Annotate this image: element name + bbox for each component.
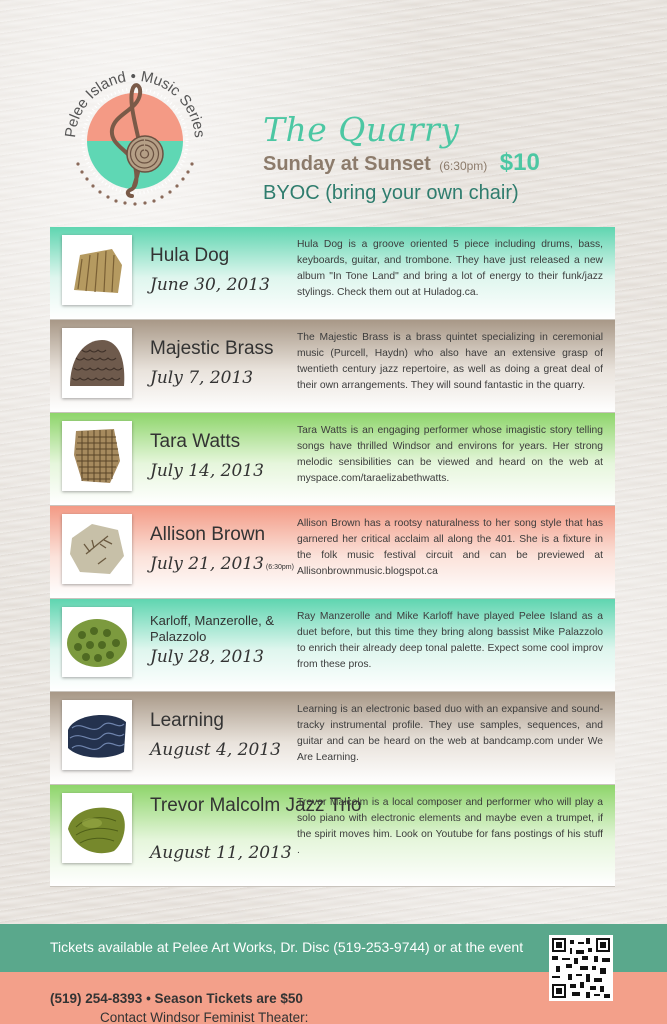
event-card <box>50 599 615 692</box>
schedule-time: (6:30pm) <box>439 159 488 173</box>
tickets-info: Tickets available at Pelee Art Works, Dr. Disc (519-253-9744) or at the event <box>50 939 524 955</box>
artist-name: Trevor Malcolm Jazz Trio <box>150 795 362 816</box>
artist-description: Allison Brown has a rootsy naturalness to her song style that has garnered her critical acclaim all along the 401. She is a fixture in the folk music festival circuit and can be previewed at Allisonbrownmusic.blogspot.ca <box>297 518 603 577</box>
ticket-price: $10 <box>499 149 540 176</box>
event-card <box>50 785 615 887</box>
event-date <box>150 554 294 574</box>
fossil-coral-icon <box>62 235 132 305</box>
treble-clef-ammonite-icon <box>40 46 230 216</box>
byoc-note: BYOC (bring your own chair) <box>263 182 519 204</box>
fossil-stone-icon <box>62 514 132 584</box>
artist-description: Trevor Malcolm is a local composer and performer who will play a solo piano with electronic elements and maybe even a trumpet, if the spirit moves him. Look on Youtube for fans postings of his stuff . <box>297 797 603 856</box>
event-date: August 11, 2013 <box>150 843 292 863</box>
event-card <box>50 413 615 506</box>
fossil-green-stone-icon <box>62 793 132 863</box>
fossil-green-coral-icon <box>62 607 132 677</box>
event-list <box>50 227 615 887</box>
artist-description: Ray Manzerolle and Mike Karloff have played Pelee Island as a duet before, but this time they bring along bassist Mike Palazzolo to enrich their already deep tonal palette. Expect some cool improv from these pros. <box>297 611 603 670</box>
qr-code-icon[interactable] <box>549 935 613 1001</box>
event-card <box>50 227 615 320</box>
schedule-text: Sunday at Sunset <box>263 153 431 175</box>
artist-name: Majestic Brass <box>150 338 274 359</box>
event-card <box>50 692 615 785</box>
venue-title: The Quarry <box>263 110 460 149</box>
event-date: July 7, 2013 <box>150 368 254 388</box>
artist-name: Tara Watts <box>150 431 241 452</box>
contact-label: Contact Windsor Feminist Theater: <box>100 1010 309 1024</box>
fossil-scales-icon <box>62 328 132 398</box>
event-date: July 28, 2013 <box>150 647 264 667</box>
event-date: June 30, 2013 <box>150 275 270 295</box>
fossil-dark-ridges-icon <box>62 700 132 770</box>
event-time-note: (6:30pm) <box>265 564 294 571</box>
contact-phone: (519) 254-8393 <box>50 991 143 1006</box>
artist-name: Learning <box>150 710 224 731</box>
artist-description: Learning is an electronic based duo with an expansive and sound-tracky instrumental profile. They use samples, sequences, and guitar and can be heard on the web at bandcamp.com under We Are Learning. <box>297 704 603 763</box>
artist-name: Karloff, Manzerolle, & Palazzolo <box>150 613 275 644</box>
season-tickets: • Season Tickets are $50 <box>142 991 303 1006</box>
artist-name: Allison Brown <box>150 524 266 545</box>
series-logo <box>40 46 230 216</box>
schedule-line <box>263 149 540 177</box>
event-card <box>50 506 615 599</box>
contact-info <box>50 991 309 1024</box>
artist-description: The Majestic Brass is a brass quintet specializing in ceremonial music (Purcell, Haydn) who also have an extensive grasp of twentieth century jazz repertoire, as well as doing a great deal of their own arrangements. They will sound fantastic in the quarry. <box>297 332 603 391</box>
event-card <box>50 320 615 413</box>
event-date: July 14, 2013 <box>150 461 264 481</box>
artist-description: Hula Dog is a groove oriented 5 piece including drums, bass, keyboards, guitar, and trombone. They have just released a new album "In Tone Land" and bring a lot of energy to their funk/jazz stylings. Check them out at Huladog.ca. <box>297 239 603 298</box>
svg-text:Pelee Island • Music Series: Pelee Island • Music Series <box>61 67 208 139</box>
fossil-honeycomb-icon <box>62 421 132 491</box>
artist-name: Hula Dog <box>150 245 230 266</box>
event-date: August 4, 2013 <box>150 740 281 760</box>
event-date-text: July 21, 2013 <box>150 554 264 574</box>
artist-description: Tara Watts is an engaging performer whose imagistic story telling songs have thrilled Windsor and environs for years. Her strong melodic sensibilities can be viewed and heard on the web at myspace.com/taraelizabethwatts. <box>297 425 603 484</box>
